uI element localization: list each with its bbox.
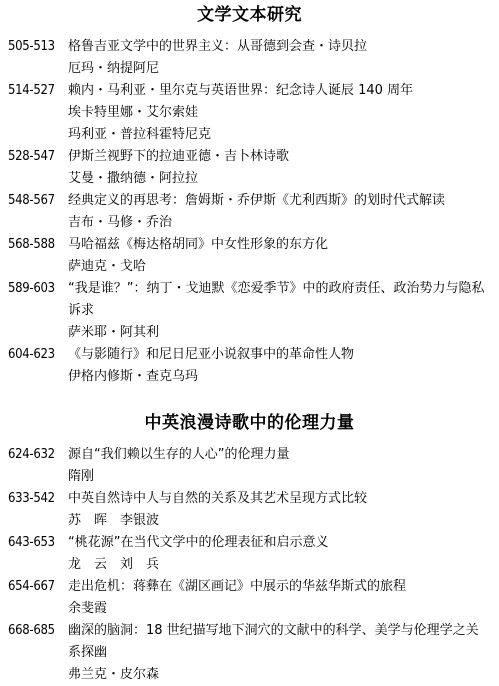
- article-author: 厄玛・纳提阿尼: [68, 61, 160, 76]
- toc-entry: [8, 190, 491, 234]
- article-title: 赖内・马利亚・里尔克与英语世界：纪念诗人诞辰 140 周年: [68, 83, 414, 98]
- toc-entry: [8, 36, 491, 80]
- entry-content: [68, 234, 491, 278]
- article-author: 埃卡特里娜・艾尔索娃: [68, 105, 199, 120]
- article-author: 龙 云 刘 兵: [68, 557, 160, 572]
- article-title: “桃花源”在当代文学中的伦理表征和启示意义: [68, 535, 329, 550]
- page-range: 568-588: [8, 237, 55, 252]
- article-title: 马哈福兹《梅达格胡同》中女性形象的东方化: [68, 237, 329, 252]
- page-range: 514-527: [8, 83, 55, 98]
- article-author: 隋刚: [68, 469, 95, 484]
- article-author: 弗兰克・皮尔森: [68, 667, 160, 682]
- toc-entry: [8, 278, 491, 344]
- entry-content: [68, 576, 491, 620]
- article-author: 萨米耶・阿其利: [68, 325, 160, 340]
- article-title: 《与影随行》和尼日尼亚小说叙事中的革命性人物: [68, 347, 355, 362]
- page-range: 604-623: [8, 347, 55, 362]
- entry-content: [68, 344, 491, 388]
- entry-content: [68, 278, 491, 344]
- article-title: 经典定义的再思考：詹姆斯・乔伊斯《尤利西斯》的划时代式解读: [68, 193, 446, 208]
- article-title: 伊斯兰视野下的拉迪亚德・吉卜林诗歌: [68, 149, 290, 164]
- toc-entry: [8, 146, 491, 190]
- article-author: 玛利亚・普拉科霍特尼克: [68, 127, 212, 142]
- section-heading: 文学文本研究: [197, 5, 302, 25]
- toc-entry: [8, 576, 491, 620]
- page-range: 589-603: [8, 281, 55, 296]
- article-title: 走出危机：蒋彝在《湖区画记》中展示的华兹华斯式的旅程: [68, 579, 407, 594]
- article-author: 伊格内修斯・查克乌玛: [68, 369, 199, 384]
- page-range: 528-547: [8, 149, 55, 164]
- article-title: 源自“我们赖以生存的人心”的伦理力量: [68, 447, 290, 462]
- page-range: 643-653: [8, 535, 55, 550]
- entry-content: [68, 190, 491, 234]
- page-range: 548-567: [8, 193, 55, 208]
- page-range: 654-667: [8, 579, 55, 594]
- article-author: 萨迪克・戈哈: [68, 259, 147, 274]
- toc-entry: [8, 620, 491, 686]
- page-range: 668-685: [8, 623, 55, 638]
- article-title: “我是谁？”：纳丁・戈迪默《恋爱季节》中的政府责任、政治势力与隐私诉求: [68, 281, 485, 318]
- article-author: 苏 晖 李银波: [68, 513, 160, 528]
- page-range: 633-542: [8, 491, 55, 506]
- article-title: 中英自然诗中人与自然的关系及其艺术呈现方式比较: [68, 491, 368, 506]
- article-author: 艾曼・撒纳德・阿拉拉: [68, 171, 199, 186]
- entry-content: [68, 444, 491, 488]
- entry-content: [68, 36, 491, 80]
- entry-content: [68, 532, 491, 576]
- entry-content: [68, 488, 491, 532]
- page-range: 505-513: [8, 39, 55, 54]
- section-heading: 中英浪漫诗歌中的伦理力量: [144, 413, 355, 433]
- toc-entry: [8, 444, 491, 488]
- toc-entry: [8, 80, 491, 146]
- article-author: 吉布・马修・乔治: [68, 215, 173, 230]
- page-range: 624-632: [8, 447, 55, 462]
- entry-content: [68, 80, 491, 146]
- article-author: 余斐霞: [68, 601, 108, 616]
- toc-entry: [8, 488, 491, 532]
- entry-content: [68, 146, 491, 190]
- toc-entry: [8, 344, 491, 388]
- entry-content: [68, 620, 491, 686]
- toc-entry: [8, 234, 491, 278]
- toc-entry: [8, 532, 491, 576]
- article-title: 幽深的脑洞：18 世纪描写地下洞穴的文献中的科学、美学与伦理学之关系探幽: [68, 623, 479, 660]
- article-title: 格鲁吉亚文学中的世界主义：从哥德到会查・诗贝拉: [68, 39, 368, 54]
